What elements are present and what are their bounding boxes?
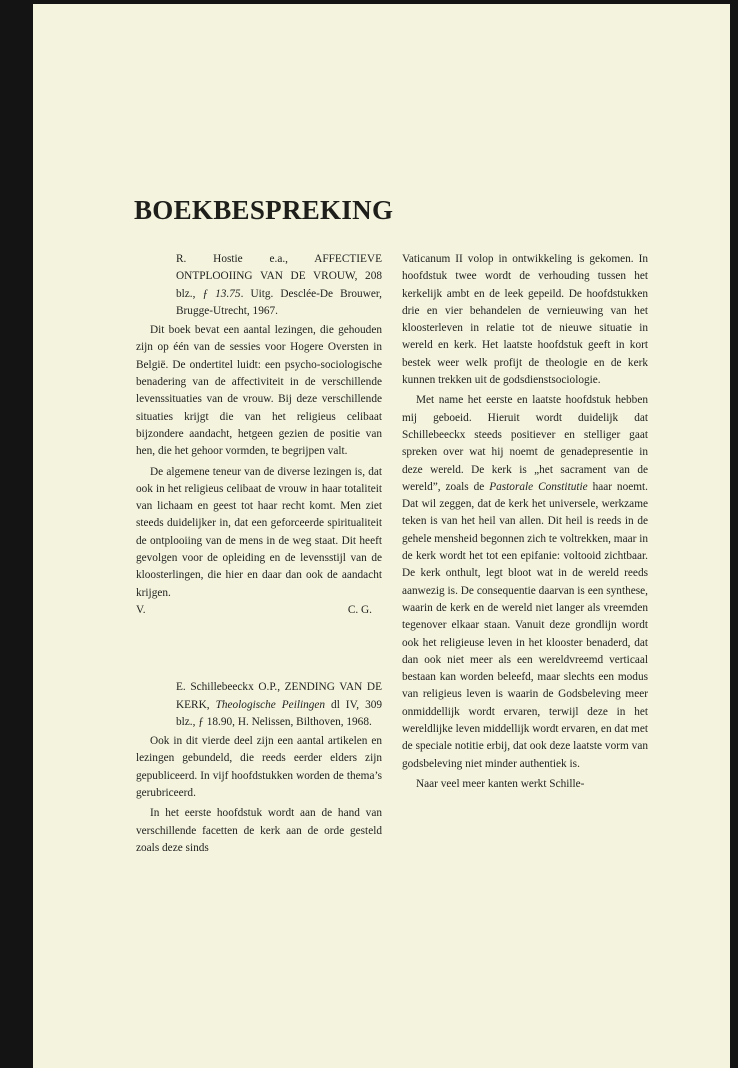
review-2-continued: Vaticanum II volop in ontwikkeling is gekomen. In hoofdstuk twee wordt de verhouding tussen het kerkelijk ambt en de leek gepeild. De hoofdstukken drie en vier behandelen de vernieuwing van het kloosterleven in relatie tot de nieuwe situatie in wereld en kerk. Het laatste hoofdstuk geeft in kort bestek weer welk profijt de theologie en de kerk kunnen trekken uit de godsdienstsociologie. xyxy=(402,253,648,387)
review-2-italic-title: Pastorale Constitutie xyxy=(489,480,588,493)
review-1-citation-rest: . Uitg. Desclée-De Brouwer, Brugge-Utrecht, 1967. xyxy=(176,287,383,317)
review-2-citation-rest: dl IV, 309 blz., ƒ 18.90, H. Nelissen, Bilthoven, 1968. xyxy=(176,698,383,728)
review-1-citation xyxy=(136,251,382,320)
left-column xyxy=(136,251,382,857)
spacer xyxy=(136,619,382,679)
right-column xyxy=(402,251,648,793)
review-1-paragraph: De algemene teneur van de diverse lezingen is, dat ook in het religieus celibaat de vrouw in haar totaliteit van lichaam en geest tot haar recht komt. Men ziet steeds duidelijker in, dat een geforceerde spiritualiteit de ontplooiing van de mens in de weg staat. Dit heeft gevolgen voor de opleiding en de levensstijl van de kloosterlingen, die hier en daar dan ook de aandacht krijgen. xyxy=(136,465,382,599)
review-2-text: Met name het eerste en laatste hoofdstuk hebben mij geboeid. Hieruit wordt duidelijk dat Schillebeeckx steeds positiever en stelliger gaat spreken over wat hij noemt de genadepresentie in deze wereld. De kerk is „het sacrament van de wereld”, zoals de xyxy=(402,394,648,493)
scan-edge-right xyxy=(730,0,738,1068)
review-2-paragraph xyxy=(402,392,648,773)
review-2-text: haar noemt. Dat wil zeggen, dat de kerk het universele, werkzame teken is van het heil van allen. Dit heil is reeds in de gehele mensheid begonnen zich te voltrekken, maar in de kerk wordt het tot een epifanie: voltooid zichtbaar. De kerk onthult, legt bloot wat in de wereld reeds aanwezig is. De consequentie daarvan is een synthese, waarin de kerk en de wereld niet langer als vreemden tegenover elkaar staan. Vanuit deze grondlijn wordt ook het religieuse leven in het klooster benaderd, dat dan ook niet meer als een wereldvreemd verticaal bestaan kan worden beleefd, maar slechts een modus van religieus leven is waarin de Godsbeleving meer onmiddellijk wordt ervaren, terwijl deze in het wereldlijke leven middellijk wordt ervaren, en dat met de speciale notitie erbij, dat ook deze laatste vorm van godsbeleving niet minder authentiek is. xyxy=(402,480,648,770)
review-1-signature xyxy=(136,602,382,619)
review-2-citation xyxy=(136,679,382,731)
scan-edge-left xyxy=(0,0,33,1068)
review-2-paragraph: Ook in dit vierde deel zijn een aantal artikelen en lezingen gebundeld, die reeds eerder elders zijn gepubliceerd. In vijf hoofdstukken worden de thema’s gerubriceerd. xyxy=(136,735,382,800)
review-2-citation-text: E. Schillebeeckx O.P., ZENDING VAN DE KERK, xyxy=(176,681,382,711)
review-2-paragraph: Naar veel meer kanten werkt Schille- xyxy=(416,777,585,790)
review-1-citation-text: R. Hostie e.a., AFFECTIEVE ONTPLOOIING VAN DE VROUW, 208 blz., xyxy=(176,253,382,300)
signature-left: V. xyxy=(136,603,146,616)
review-2-paragraph: In het eerste hoofdstuk wordt aan de hand van verschillende facetten de kerk aan de orde gesteld zoals deze sinds xyxy=(136,807,382,854)
review-1-paragraph: Dit boek bevat een aantal lezingen, die gehouden zijn op één van de sessies voor Hogere Oversten in België. De ondertitel luidt: een psycho-sociologische benadering van de affectiviteit in de verschillende levenssituaties van de vrouw. Bij deze verschillende situaties krijgt die van het religieus celibaat bijzondere aandacht, hetgeen gezien de positie van hen, die het gehoor vormden, te begrijpen valt. xyxy=(136,324,382,458)
review-1-price: ƒ 13.75 xyxy=(202,287,241,300)
signature-right: C. G. xyxy=(347,603,372,616)
review-2-series: Theologische Peilingen xyxy=(215,698,326,711)
page-title: BOEKBESPREKING xyxy=(134,195,394,225)
